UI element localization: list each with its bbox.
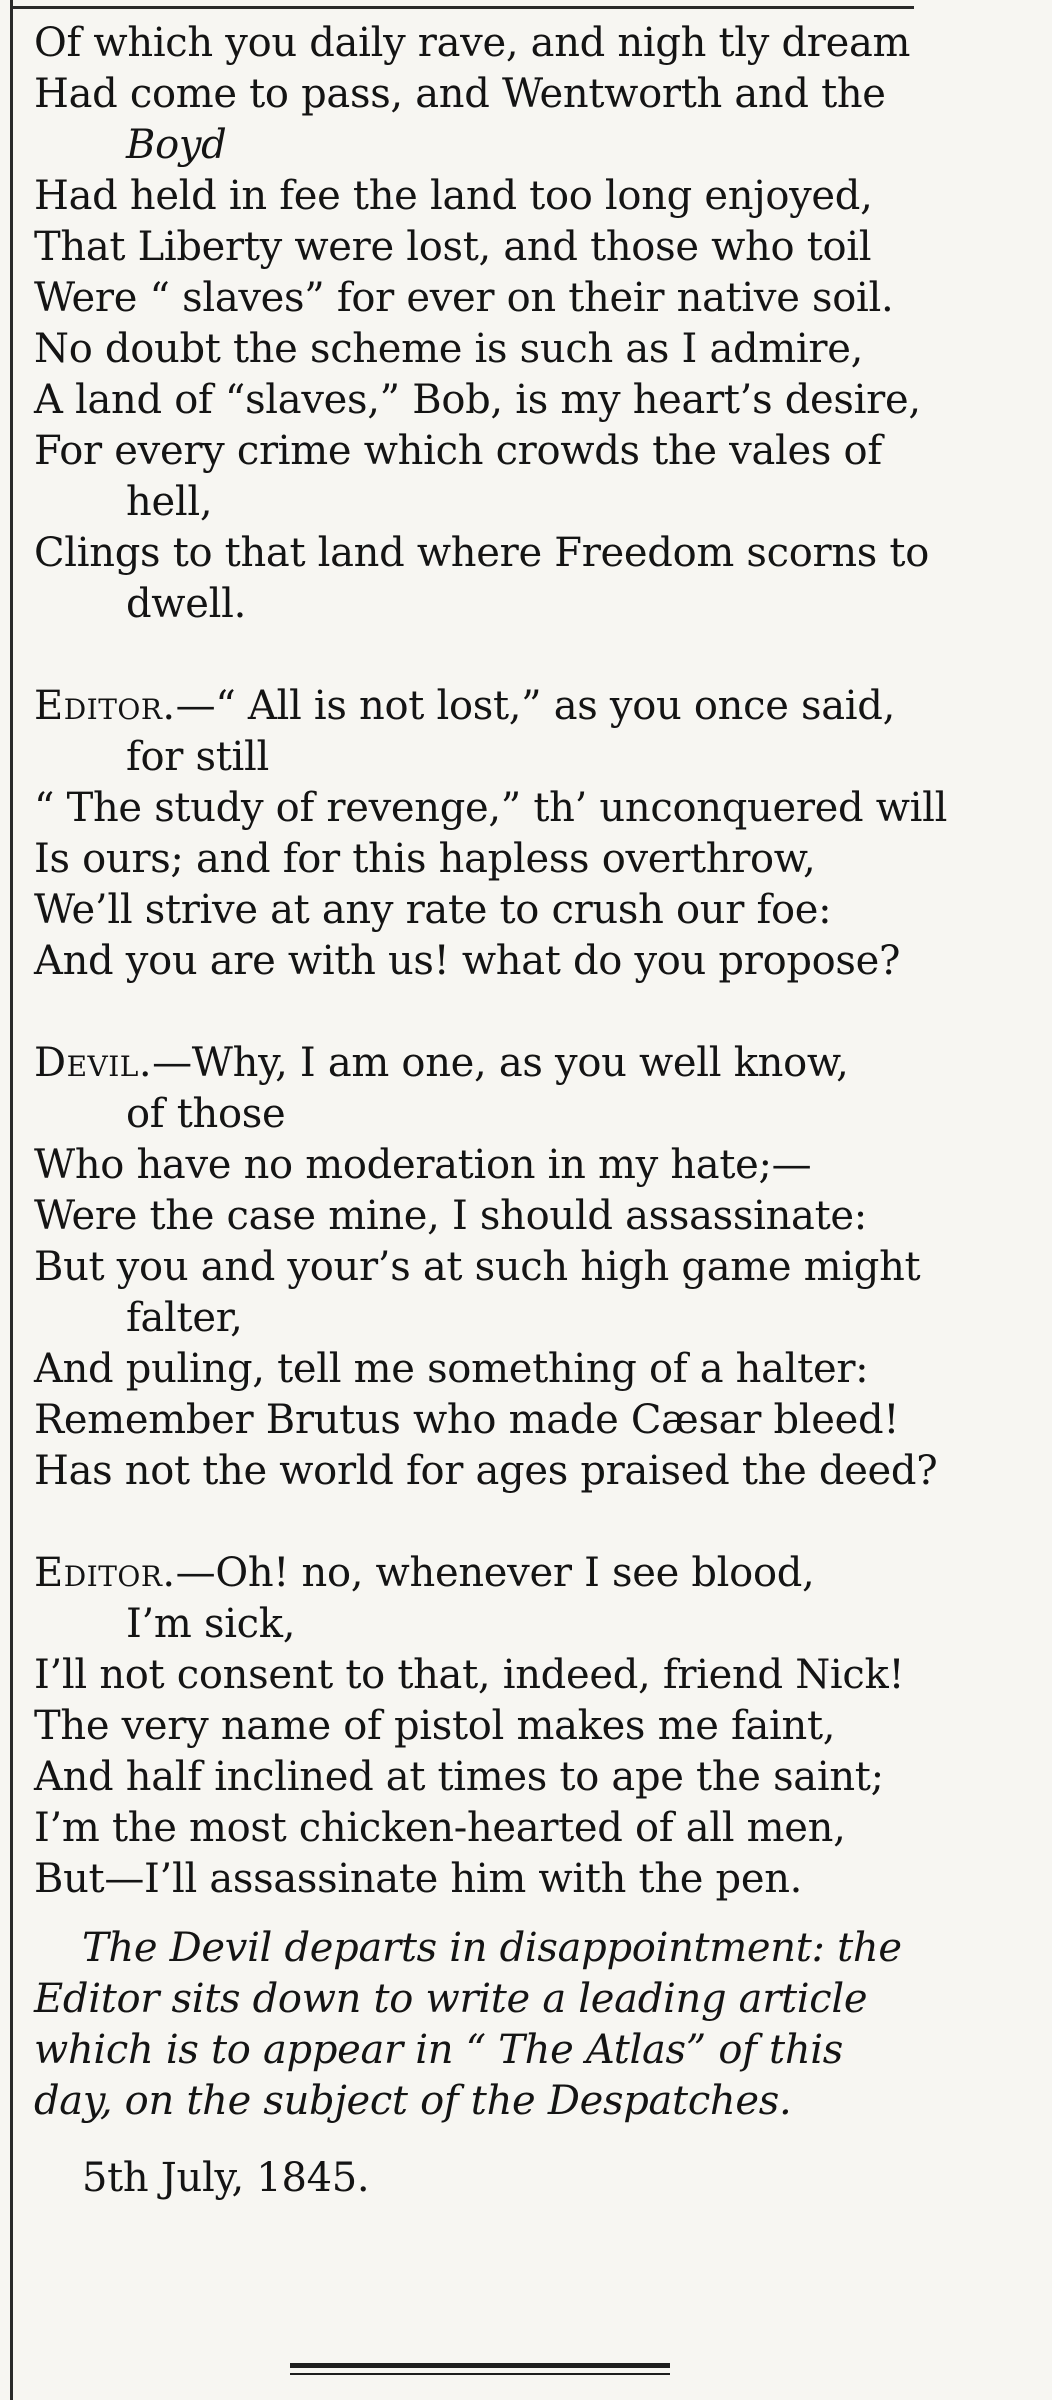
verse-line: For every crime which crowds the vales of [34, 428, 882, 474]
closing-rule-thick [290, 2363, 670, 2368]
verse-line: Of which you daily rave, and nigh tly dream [34, 20, 911, 66]
stanza-devil [34, 1038, 938, 1497]
dateline: 5th July, 1845. [82, 2155, 370, 2201]
verse-line: And you are with us! what do you propose? [34, 938, 901, 984]
verse-line: Has not the world for ages praised the deed? [34, 1448, 938, 1494]
speaker-name: Editor. [34, 1550, 176, 1596]
column-rule-top [10, 6, 914, 9]
verse-line: I’ll not consent to that, indeed, friend Nick! [34, 1652, 905, 1698]
verse-line: Were “ slaves” for ever on their native soil. [34, 275, 894, 321]
verse-line-speaker: Editor.—Oh! no, whenever I see blood, [34, 1550, 815, 1596]
verse-line: Who have no moderation in my hate;— [34, 1142, 812, 1188]
stage-direction-line: The Devil departs in disappointment: the [82, 1925, 902, 1971]
stanza-opening [34, 18, 929, 630]
verse-line: Were the case mine, I should assassinate: [34, 1193, 867, 1239]
verse-line-continuation: for still [126, 734, 270, 780]
verse-line: Had come to pass, and Wentworth and the [34, 71, 886, 117]
verse-line-speaker: Devil.—Why, I am one, as you well know, [34, 1040, 849, 1086]
stage-direction [34, 1923, 924, 2127]
verse-line: I’m the most chicken-hearted of all men, [34, 1805, 846, 1851]
verse-line: Is ours; and for this hapless overthrow, [34, 836, 816, 882]
closing-rule-thin [290, 2373, 670, 2375]
verse-line: The very name of pistol makes me faint, [34, 1703, 836, 1749]
stanza-gap [34, 1497, 924, 1548]
stage-direction-line: Editor sits down to write a leading article [34, 1976, 868, 2022]
verse-line-continuation: of those [126, 1091, 286, 1137]
speaker-name: Devil. [34, 1040, 153, 1086]
verse-line: But you and your’s at such high game might [34, 1244, 921, 1290]
verse-line-continuation: I’m sick, [126, 1601, 296, 1647]
verse-line: And half inclined at times to ape the saint; [34, 1754, 884, 1800]
verse-line: And puling, tell me something of a halter: [34, 1346, 869, 1392]
verse-line: No doubt the scheme is such as I admire, [34, 326, 864, 372]
verse-line: Remember Brutus who made Cæsar bleed! [34, 1397, 900, 1443]
stage-direction-line: which is to appear in “ The Atlas” of this [34, 2027, 844, 2073]
stage-direction-line: day, on the subject of the Despatches. [34, 2078, 792, 2124]
verse-line-speaker: Editor.—“ All is not lost,” as you once said, [34, 683, 895, 729]
verse-line: Had held in fee the land too long enjoyed, [34, 173, 873, 219]
stanza-gap [34, 987, 924, 1038]
verse-line: “ The study of revenge,” th’ unconquered will [34, 785, 948, 831]
verse-line: Clings to that land where Freedom scorns to [34, 530, 929, 576]
verse-line-continuation: dwell. [126, 581, 247, 627]
verse-line: A land of “slaves,” Bob, is my heart’s desire, [34, 377, 921, 423]
verse-line: But—I’ll assassinate him with the pen. [34, 1856, 803, 1902]
verse-line: That Liberty were lost, and those who toil [34, 224, 872, 270]
column-rule-left [10, 0, 13, 2400]
verse-line-continuation: Boyd [126, 122, 227, 168]
stanza-editor-1 [34, 681, 948, 987]
verse-line-continuation: hell, [126, 479, 213, 525]
verse-line-continuation: falter, [126, 1295, 243, 1341]
stanza-gap [34, 630, 924, 681]
poem-column [34, 18, 948, 2204]
speaker-name: Editor. [34, 683, 176, 729]
stanza-editor-2 [34, 1548, 924, 1905]
verse-line: We’ll strive at any rate to crush our foe: [34, 887, 832, 933]
